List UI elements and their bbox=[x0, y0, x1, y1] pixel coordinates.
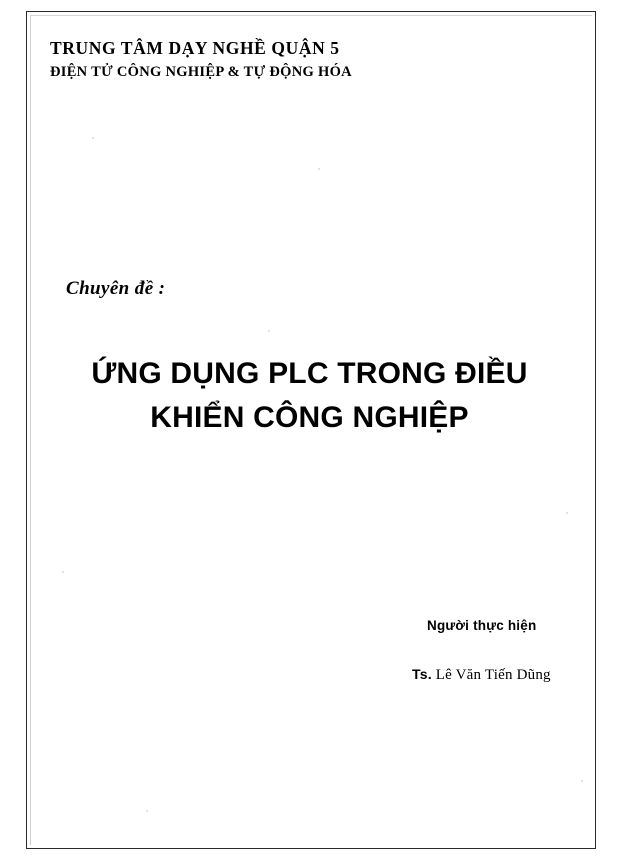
page-title-line2: KHIỂN CÔNG NGHIỆP bbox=[150, 400, 469, 434]
page-title-line1: ỨNG DỤNG PLC TRONG ĐIỀU bbox=[91, 357, 528, 390]
document-header bbox=[50, 38, 570, 82]
author-degree: Ts. bbox=[412, 666, 432, 682]
page-title bbox=[0, 352, 619, 439]
scan-speck bbox=[146, 810, 148, 812]
scan-speck bbox=[581, 780, 583, 782]
organization-name-line2: ĐIỆN TỬ CÔNG NGHIỆP & TỰ ĐỘNG HÓA bbox=[50, 63, 352, 80]
organization-name-line1: TRUNG TÂM DẠY NGHỀ QUẬN 5 bbox=[50, 38, 340, 58]
author-role-label: Người thực hiện bbox=[427, 618, 537, 633]
scan-speck bbox=[318, 168, 320, 170]
scan-speck bbox=[268, 330, 270, 332]
subject-label: Chuyên đề : bbox=[66, 278, 166, 299]
scan-speck bbox=[566, 512, 568, 514]
scan-speck bbox=[62, 571, 64, 573]
author-name bbox=[412, 666, 551, 684]
author-full-name: Lê Văn Tiến Dũng bbox=[435, 667, 551, 683]
scan-speck bbox=[92, 137, 94, 139]
